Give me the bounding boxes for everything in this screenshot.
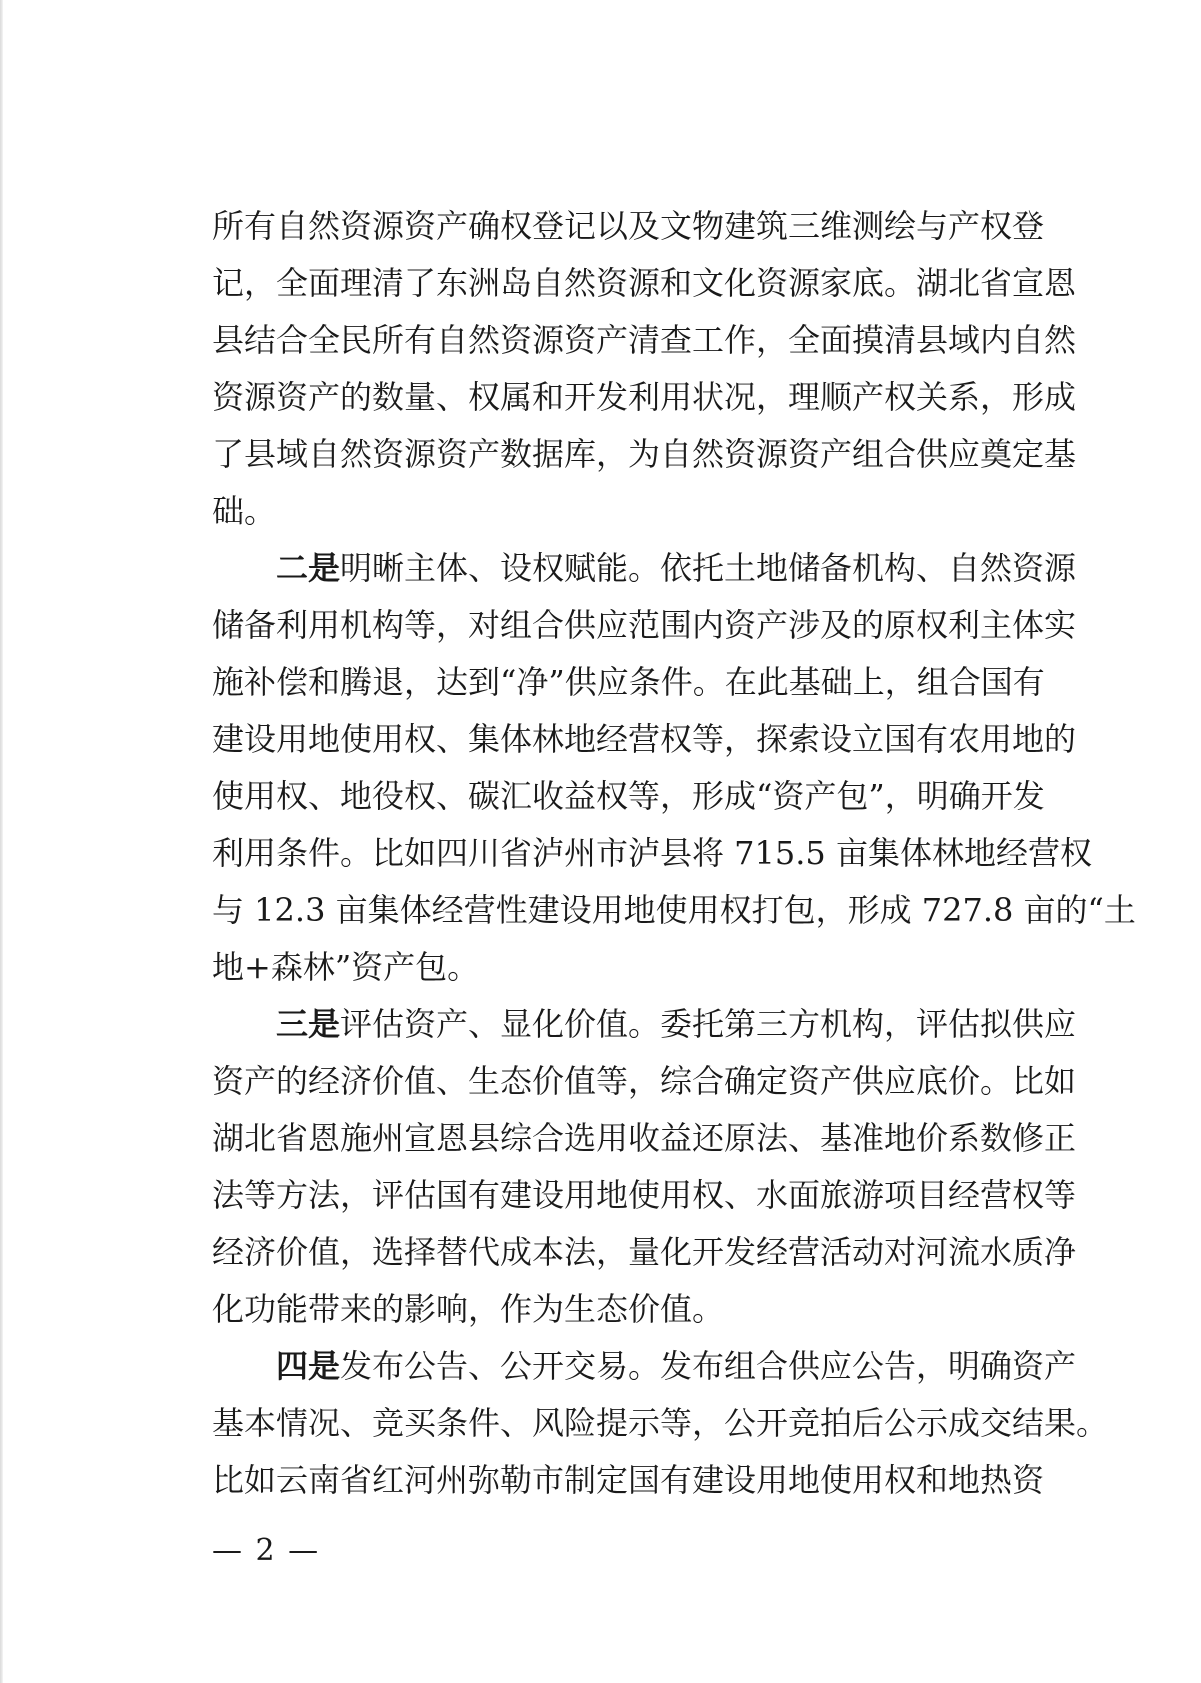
text-line-first — [212, 540, 1077, 597]
paragraph-lead: 二是 — [276, 549, 341, 587]
text-line: 湖北省恩施州宣恩县综合选用收益还原法、基准地价系数修正 — [212, 1119, 1077, 1157]
text-line: 施补偿和腾退，达到“净”供应条件。在此基础上，组合国有 — [212, 663, 1045, 701]
text-line: 使用权、地役权、碳汇收益权等，形成“资产包”，明确开发 — [212, 777, 1045, 815]
text-line: 建设用地使用权、集体林地经营权等，探索设立国有农用地的 — [212, 720, 1077, 758]
text-line: 基本情况、竞买条件、风险提示等，公开竞拍后公示成交结果。 — [212, 1404, 1109, 1442]
text-line: 资产的经济价值、生态价值等，综合确定资产供应底价。比如 — [212, 1062, 1077, 1100]
text-line-rest: 评估资产、显化价值。委托第三方机构，评估拟供应 — [340, 1005, 1077, 1043]
text-line: 记，全面理清了东洲岛自然资源和文化资源家底。湖北省宣恩 — [212, 264, 1077, 302]
text-line: 经济价值，选择替代成本法，量化开发经营活动对河流水质净 — [212, 1233, 1077, 1271]
text-line: 储备利用机构等，对组合供应范围内资产涉及的原权利主体实 — [212, 606, 1077, 644]
paragraph-4 — [212, 1338, 1109, 1509]
paragraph-1 — [212, 198, 1077, 540]
page-number: — 2 — — [212, 1533, 321, 1568]
text-line: 与 12.3 亩集体经营性建设用地使用权打包，形成 727.8 亩的“土 — [212, 891, 1136, 929]
document-body — [212, 198, 1136, 1509]
text-line-first — [212, 996, 1077, 1053]
page-edge — [0, 0, 3, 1683]
text-line: 县结合全民所有自然资源资产清查工作，全面摸清县域内自然 — [212, 321, 1077, 359]
text-line: 础。 — [212, 492, 277, 530]
paragraph-2 — [212, 540, 1136, 996]
text-line-first — [212, 1338, 1077, 1395]
paragraph-3 — [212, 996, 1077, 1338]
text-line-rest: 发布公告、公开交易。发布组合供应公告，明确资产 — [340, 1347, 1077, 1385]
text-line-rest: 明晰主体、设权赋能。依托土地储备机构、自然资源 — [340, 549, 1077, 587]
text-line: 比如云南省红河州弥勒市制定国有建设用地使用权和地热资 — [212, 1461, 1045, 1499]
text-line: 地+森林”资产包。 — [212, 948, 480, 986]
text-line: 所有自然资源资产确权登记以及文物建筑三维测绘与产权登 — [212, 207, 1045, 245]
text-line: 了县域自然资源资产数据库，为自然资源资产组合供应奠定基 — [212, 435, 1077, 473]
text-line: 化功能带来的影响，作为生态价值。 — [212, 1290, 725, 1328]
paragraph-lead: 四是 — [276, 1347, 341, 1385]
text-line: 利用条件。比如四川省泸州市泸县将 715.5 亩集体林地经营权 — [212, 834, 1092, 872]
paragraph-lead: 三是 — [276, 1005, 341, 1043]
text-line: 资源资产的数量、权属和开发利用状况，理顺产权关系，形成 — [212, 378, 1077, 416]
text-line: 法等方法，评估国有建设用地使用权、水面旅游项目经营权等 — [212, 1176, 1077, 1214]
